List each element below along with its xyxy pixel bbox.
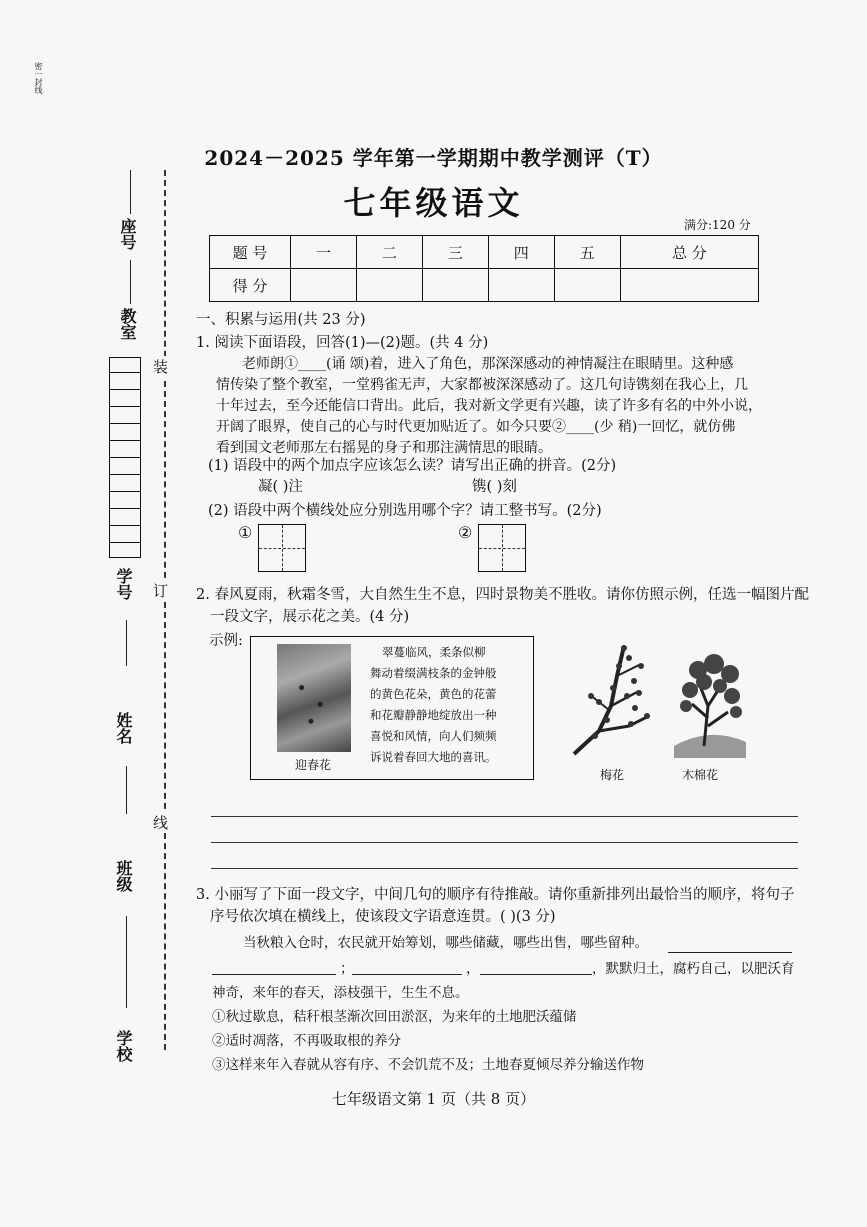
q2-prompt-line1: 2. 春风夏雨，秋霜冬雪，大自然生生不息，四时景物美不胜收。请你仿照示例，任选一幅图片配 [196, 587, 809, 603]
class-line [126, 916, 127, 1008]
student-id-label: 学号 [114, 568, 133, 600]
school-label: 学校 [114, 1030, 133, 1062]
writing-field-1[interactable] [258, 524, 306, 572]
q3-blank-2[interactable] [352, 974, 462, 975]
q3-blank-3[interactable] [480, 974, 592, 975]
example-text [370, 642, 497, 768]
example-text-line: 和花瓣静静地绽放出一种 [370, 708, 497, 722]
name-line [126, 766, 127, 814]
score-cell: 二 [356, 236, 422, 269]
q2-prompt-line2: 一段文字，展示花之美。(4 分) [210, 609, 410, 625]
score-input-1[interactable] [291, 269, 357, 302]
binding-char-2: 订 [153, 582, 169, 600]
q2-answer-line-1[interactable] [211, 816, 798, 817]
kapok-image [674, 646, 746, 758]
example-caption: 迎春花 [295, 758, 332, 772]
full-score: 满分:120 分 [684, 218, 751, 232]
score-cell: 四 [488, 236, 554, 269]
q1-prompt: 1. 阅读下面语段，回答(1)—(2)题。(共 4 分) [196, 335, 489, 351]
seat-label: 座号 [118, 218, 137, 250]
q3-prompt-line1: 3. 小丽写了下面一段文字，中间几句的顺序有待推敲。请你重新排列出最恰当的顺序，将句子 [196, 887, 795, 903]
q3-option-2: ②适时凋落，不再吸取根的养分 [212, 1033, 401, 1049]
score-cell: 三 [422, 236, 488, 269]
q3-option-1: ①秋过歇息，秸秆根茎渐次回田淤沤，为来年的土地肥沃蕴储 [212, 1009, 577, 1025]
score-input-5[interactable] [554, 269, 620, 302]
kapok-caption: 木棉花 [682, 768, 719, 782]
q3-blank-0[interactable] [668, 952, 792, 953]
q3-option-3: ③这样来年入春就从容有序、不会饥荒不及；土地春夏倾尽养分输送作物 [212, 1057, 644, 1073]
pinyin-blank-2[interactable]: 镌( )刻 [472, 479, 517, 495]
q2-answer-line-2[interactable] [211, 842, 798, 843]
passage-line: 情传染了整个教室，一堂鸦雀无声，大家都被深深感动了。这几句诗镌刻在我心上，几 [216, 377, 748, 393]
score-cell: 一 [291, 236, 357, 269]
binding-line [164, 170, 166, 1050]
exam-title: 2024－2025 学年第一学期期中教学测评（T） [204, 146, 663, 170]
field-marker-2: ② [458, 523, 473, 542]
margin-small-text: 密一封线 [34, 62, 43, 94]
q3-text-line1: 当秋粮入仓时，农民就开始筹划，哪些储藏，哪些出售，哪些留种。 [243, 935, 648, 951]
subject-title: 七年级语文 [343, 184, 524, 222]
q3-text-line2: ，默默归土，腐朽自己，以肥沃育 [592, 961, 795, 977]
class-label: 班级 [114, 860, 133, 892]
score-cell: 得 分 [210, 269, 291, 302]
q3-blank-1[interactable] [212, 974, 336, 975]
plum-caption: 梅花 [600, 768, 625, 782]
name-label: 姓名 [114, 712, 133, 744]
score-input-4[interactable] [488, 269, 554, 302]
example-text-line: 舞动着缀满枝条的金钟般 [370, 666, 497, 680]
q1-sub2: (2) 语段中两个横线处应分别选用哪个字？请工整书写。(2分) [208, 503, 602, 519]
score-cell: 五 [554, 236, 620, 269]
q1-sub1: (1) 语段中的两个加点字应该怎么读？请写出正确的拼音。(2分) [208, 458, 617, 474]
score-input-2[interactable] [356, 269, 422, 302]
page-footer: 七年级语文第 1 页（共 8 页） [331, 1090, 536, 1108]
score-input-3[interactable] [422, 269, 488, 302]
comma: ， [466, 961, 480, 977]
q1-passage [216, 354, 762, 459]
score-table [209, 235, 759, 302]
passage-line: 老师朗①____(诵 颂)着，进入了角色，那深深感动的神情凝注在眼睛里。这种感 [242, 356, 734, 372]
q2-answer-line-3[interactable] [211, 868, 798, 869]
example-label: 示例: [209, 633, 243, 649]
exam-room-line [130, 260, 131, 304]
passage-line: 开阔了眼界，使自己的心与时代更加贴近了。如今只要②____(少 稍)一回忆，就仿佛 [216, 419, 736, 435]
semicolon: ； [340, 961, 354, 977]
score-table-score-row [210, 269, 759, 302]
example-text-line: 喜悦和风情，向人们频频 [370, 729, 497, 743]
field-marker-1: ① [238, 523, 253, 542]
score-cell: 题 号 [210, 236, 291, 269]
example-text-line: 诉说着春回大地的喜讯。 [370, 750, 497, 764]
binding-char-3: 线 [153, 814, 169, 832]
student-id-line [126, 620, 127, 666]
writing-field-2[interactable] [478, 524, 526, 572]
plum-blossom-image [569, 636, 655, 760]
binding-char-1: 装 [153, 358, 169, 376]
example-text-line: 翠蔓临风，柔条似柳 [382, 645, 486, 659]
score-input-total[interactable] [620, 269, 758, 302]
passage-line: 看到国文老师那左右摇晃的身子和那注满情思的眼睛。 [216, 440, 552, 456]
q3-text-line3: 神奇，来年的春天，添枝强干，生生不息。 [212, 985, 469, 1001]
q3-prompt-line2: 序号依次填在横线上，使该段文字语意连贯。( )(3 分) [210, 909, 556, 925]
score-table-header-row [210, 236, 759, 269]
section1-heading: 一、积累与运用(共 23 分) [196, 312, 366, 328]
winter-jasmine-image [277, 644, 351, 752]
score-cell: 总 分 [620, 236, 758, 269]
example-text-line: 的黄色花朵，黄色的花蕾 [370, 687, 497, 701]
passage-line: 十年过去，至今还能信口背出。此后，我对新文学更有兴趣，读了许多有名的中外小说， [216, 398, 762, 414]
pinyin-blank-1[interactable]: 凝( )注 [258, 479, 303, 495]
exam-room-label: 教室 [118, 308, 137, 340]
